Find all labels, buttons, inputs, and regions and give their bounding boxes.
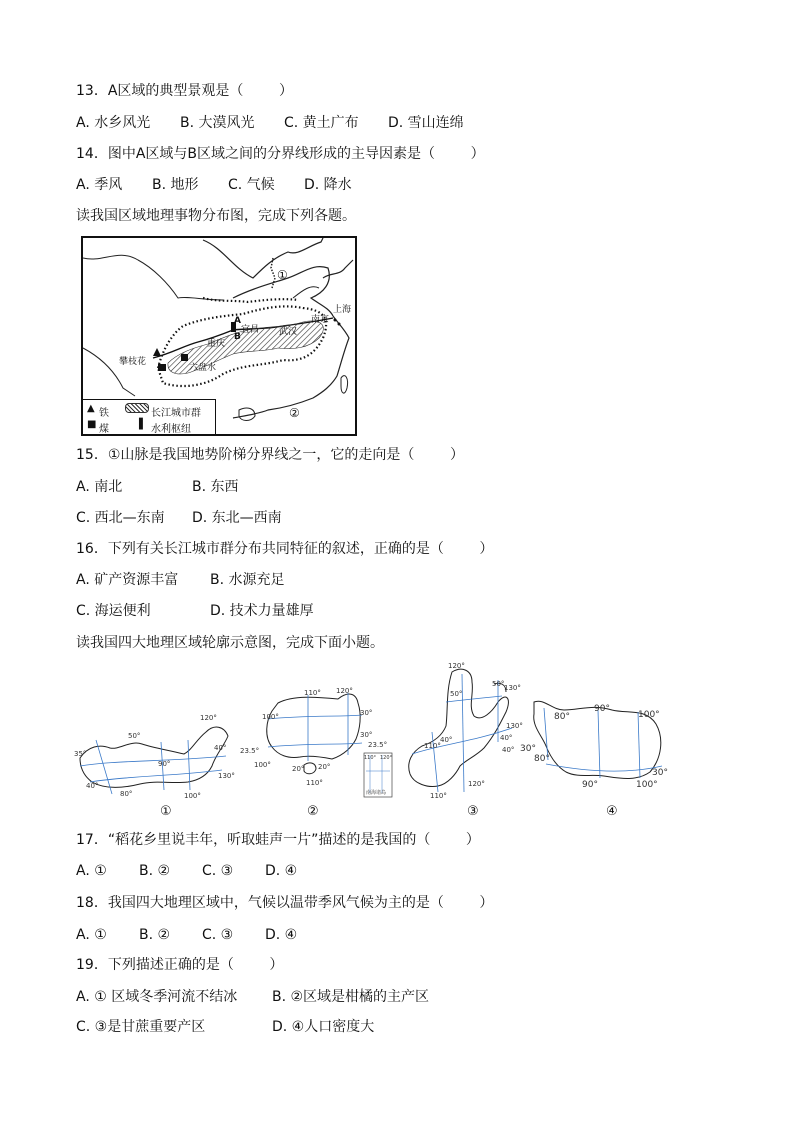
- intro-map-2: 读我国四大地理区域轮廓示意图，完成下面小题。: [76, 635, 384, 651]
- region-map-3: [402, 662, 522, 802]
- m2-inset-label: 南海诸岛: [366, 790, 387, 796]
- m4-deg-8: 30°: [652, 768, 668, 778]
- m2-deg-13: 120°: [380, 755, 393, 761]
- m1-deg-1: 35°: [74, 750, 87, 758]
- m2-deg-8: 20°: [318, 763, 331, 771]
- m3-deg-5: 40°: [440, 736, 453, 744]
- label-shanghai: 上海: [333, 305, 352, 315]
- legend-coal: 煤: [99, 424, 109, 435]
- label-chongqing: 重庆: [207, 339, 226, 349]
- q18-option-b[interactable]: B. ②: [139, 927, 171, 943]
- question-14-stem: 14．图中A区域与B区域之间的分界线形成的主导因素是（ ）: [76, 146, 485, 162]
- china-region-map: [81, 236, 357, 436]
- q16-option-c[interactable]: C. 海运便利: [76, 603, 151, 619]
- label-b: B: [234, 332, 241, 342]
- region-map-1: [76, 710, 236, 802]
- q13-option-b[interactable]: B. 大漠风光: [180, 115, 255, 131]
- legend-city-group: 长江城市群: [151, 408, 201, 419]
- question-18-stem: 18．我国四大地理区域中，气候以温带季风气候为主的是（ ）: [76, 895, 494, 911]
- m1-deg-8: 80°: [120, 790, 133, 798]
- label-wuhan: 武汉: [279, 327, 298, 337]
- m4-deg-7: 100°: [636, 780, 658, 790]
- m1-deg-4: 120°: [200, 714, 217, 722]
- m1-deg-2: 40°: [86, 782, 99, 790]
- q14-option-a[interactable]: A. 季风: [76, 177, 123, 193]
- legend-hydro: 水利枢纽: [151, 424, 191, 435]
- triangle-icon: ▲: [87, 403, 95, 414]
- m1-deg-9: 40°: [214, 744, 227, 752]
- q19-option-b[interactable]: B. ②区域是柑橘的主产区: [272, 989, 430, 1005]
- question-16-stem: 16．下列有关长江城市群分布共同特征的叙述，正确的是（ ）: [76, 541, 494, 557]
- m2-deg-6: 100°: [254, 761, 271, 769]
- m3-deg-10: 110°: [430, 792, 447, 800]
- m2-deg-5: 23.5°: [240, 747, 260, 755]
- q15-option-d[interactable]: D. 东北—西南: [192, 510, 282, 526]
- m2-deg-10: 30°: [360, 731, 373, 739]
- q14-option-c[interactable]: C. 气候: [228, 177, 275, 193]
- q16-option-b[interactable]: B. 水源充足: [210, 572, 285, 588]
- region-map-2: [240, 685, 398, 803]
- caption-map-1: ①: [160, 804, 172, 819]
- q17-option-d[interactable]: D. ④: [265, 863, 298, 879]
- m3-deg-1: 120°: [448, 662, 465, 670]
- label-liupanshui: 六盘水: [189, 363, 217, 373]
- m2-deg-1: 110°: [304, 689, 321, 697]
- m4-deg-3: 100°: [638, 710, 660, 720]
- question-19-stem: 19．下列描述正确的是（ ）: [76, 957, 284, 973]
- q19-option-a[interactable]: A. ① 区域冬季河流不结冰: [76, 989, 238, 1005]
- label-mountain-1: ①: [277, 268, 288, 282]
- q18-option-a[interactable]: A. ①: [76, 927, 107, 943]
- m4-deg-6: 90°: [582, 780, 598, 790]
- q15-option-b[interactable]: B. 东西: [192, 479, 239, 495]
- q13-option-a[interactable]: A. 水乡风光: [76, 115, 151, 131]
- m1-deg-7: 90°: [158, 760, 171, 768]
- m1-deg-3: 50°: [128, 732, 141, 740]
- q16-option-a[interactable]: A. 矿产资源丰富: [76, 572, 179, 588]
- map-legend: [83, 399, 216, 434]
- m3-deg-8: 130°: [506, 722, 523, 730]
- label-yichang: 宜昌: [241, 325, 260, 335]
- m4-deg-5: 80°: [534, 754, 550, 764]
- q18-option-c[interactable]: C. ③: [202, 927, 234, 943]
- q16-option-d[interactable]: D. 技术力量雄厚: [210, 603, 314, 619]
- q17-option-a[interactable]: A. ①: [76, 863, 107, 879]
- q15-option-a[interactable]: A. 南北: [76, 479, 123, 495]
- m3-deg-2: 50°: [450, 690, 463, 698]
- q13-option-c[interactable]: C. 黄土广布: [284, 115, 359, 131]
- q14-option-b[interactable]: B. 地形: [152, 177, 199, 193]
- m4-deg-2: 90°: [594, 704, 610, 714]
- m4-deg-4: 30°: [520, 744, 536, 754]
- hatch-swatch-icon: [125, 403, 149, 413]
- q19-option-d[interactable]: D. ④人口密度大: [272, 1019, 375, 1035]
- m2-deg-2: 120°: [336, 687, 353, 695]
- label-nanjing: 南京: [311, 315, 330, 325]
- legend-iron: 铁: [99, 408, 109, 419]
- intro-map-1: 读我国区域地理事物分布图，完成下列各题。: [76, 208, 356, 224]
- m2-deg-11: 23.5°: [368, 741, 388, 749]
- q19-option-c[interactable]: C. ③是甘蔗重要产区: [76, 1019, 206, 1035]
- q15-option-c[interactable]: C. 西北—东南: [76, 510, 165, 526]
- label-panzhihua: 攀枝花: [119, 357, 147, 367]
- m2-deg-7: 20°: [292, 765, 305, 773]
- question-15-stem: 15．①山脉是我国地势阶梯分界线之一，它的走向是（ ）: [76, 447, 464, 463]
- region-map-4: [520, 696, 668, 794]
- m4-deg-1: 80°: [554, 712, 570, 722]
- caption-map-4: ④: [606, 804, 618, 819]
- m3-deg-11: 40°: [502, 746, 515, 754]
- q13-option-d[interactable]: D. 雪山连绵: [388, 115, 464, 131]
- square-icon: ■: [87, 419, 97, 430]
- m3-deg-7: 40°: [500, 734, 513, 742]
- m2-deg-4: 30°: [360, 709, 373, 717]
- m2-deg-3: 100°: [262, 713, 279, 721]
- bar-icon: ▌: [139, 419, 147, 430]
- region-1-outline: [76, 710, 236, 802]
- m3-deg-6: 110°: [424, 742, 441, 750]
- q14-option-d[interactable]: D. 降水: [304, 177, 352, 193]
- caption-map-2: ②: [307, 804, 319, 819]
- q17-option-b[interactable]: B. ②: [139, 863, 171, 879]
- question-13-stem: 13．A区域的典型景观是（ ）: [76, 83, 293, 99]
- m3-deg-9: 120°: [468, 780, 485, 788]
- m1-deg-6: 100°: [184, 792, 201, 800]
- m1-deg-5: 130°: [218, 772, 235, 780]
- m2-deg-9: 110°: [306, 779, 323, 787]
- m2-deg-12: 110°: [364, 755, 377, 761]
- question-17-stem: 17．“稻花乡里说丰年，听取蛙声一片”描述的是我国的（ ）: [76, 832, 480, 848]
- label-a: A: [234, 316, 241, 326]
- caption-map-3: ③: [467, 804, 479, 819]
- q18-option-d[interactable]: D. ④: [265, 927, 298, 943]
- m3-deg-4: 130°: [504, 684, 521, 692]
- q17-option-c[interactable]: C. ③: [202, 863, 234, 879]
- label-sea-2: ②: [289, 406, 300, 420]
- m3-deg-3: 50°: [492, 680, 505, 688]
